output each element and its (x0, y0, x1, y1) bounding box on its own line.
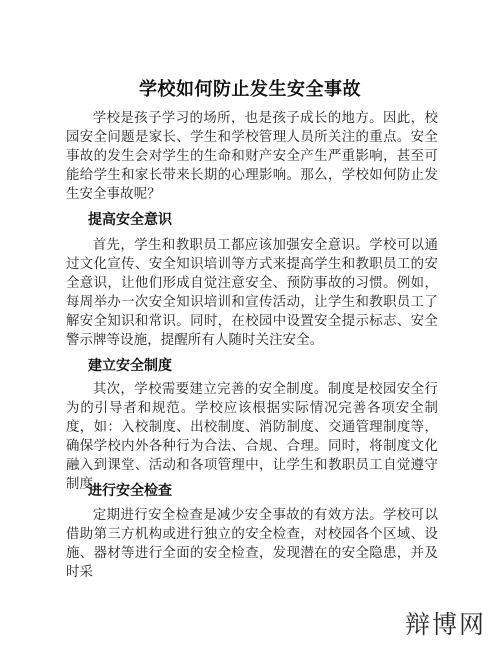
section-heading-inspection: 进行安全检查 (88, 483, 172, 499)
section-heading-system: 建立安全制度 (88, 358, 172, 374)
section-body-inspection: 定期进行安全检查是减少安全事故的有效方法。学校可以借助第三方机构或进行独立的安全检查，对校园各个区域、设施、器材等进行全面的安全检查，发现潜在的安全隐患，并及时采 (66, 508, 438, 580)
intro-paragraph: 学校是孩子学习的场所，也是孩子成长的地方。因此，校园安全问题是家长、学生和学校管理人员所关注的重点。安全事故的发生会对学生的生命和财产安全产生严重影响，甚至可能给学生和家长带来长期的心理影响。那么，学校如何防止发生安全事故呢？ (66, 111, 438, 202)
site-watermark: 辩博网 (404, 610, 486, 639)
section-body-awareness: 首先，学生和教职员工都应该加强安全意识。学校可以通过文化宣传、安全知识培训等方式来提高学生和教职员工的安全意识，让他们形成自觉注意安全、预防事故的习惯。例如，每周举办一次安全知识培训和宣传活动，让学生和教职员工了解安全知识和常识。同时，在校园中设置安全提示标志、安全警示牌等设施，提醒所有人随时关注安全。 (66, 238, 438, 348)
section-heading-awareness: 提高安全意识 (88, 212, 172, 228)
section-body-system: 其次，学校需要建立完善的安全制度。制度是校园安全行为的引导者和规范。学校应该根据实际情况完善各项安全制度，如：入校制度、出校制度、消防制度、交通管理制度等，确保学校内外各种行为合法、合规、合理。同时，将制度文化融入到课堂、活动和各项管理中，让学生和教职员工自觉遵守制度。 (66, 382, 438, 492)
article-title: 学校如何防止发生安全事故 (139, 79, 361, 100)
